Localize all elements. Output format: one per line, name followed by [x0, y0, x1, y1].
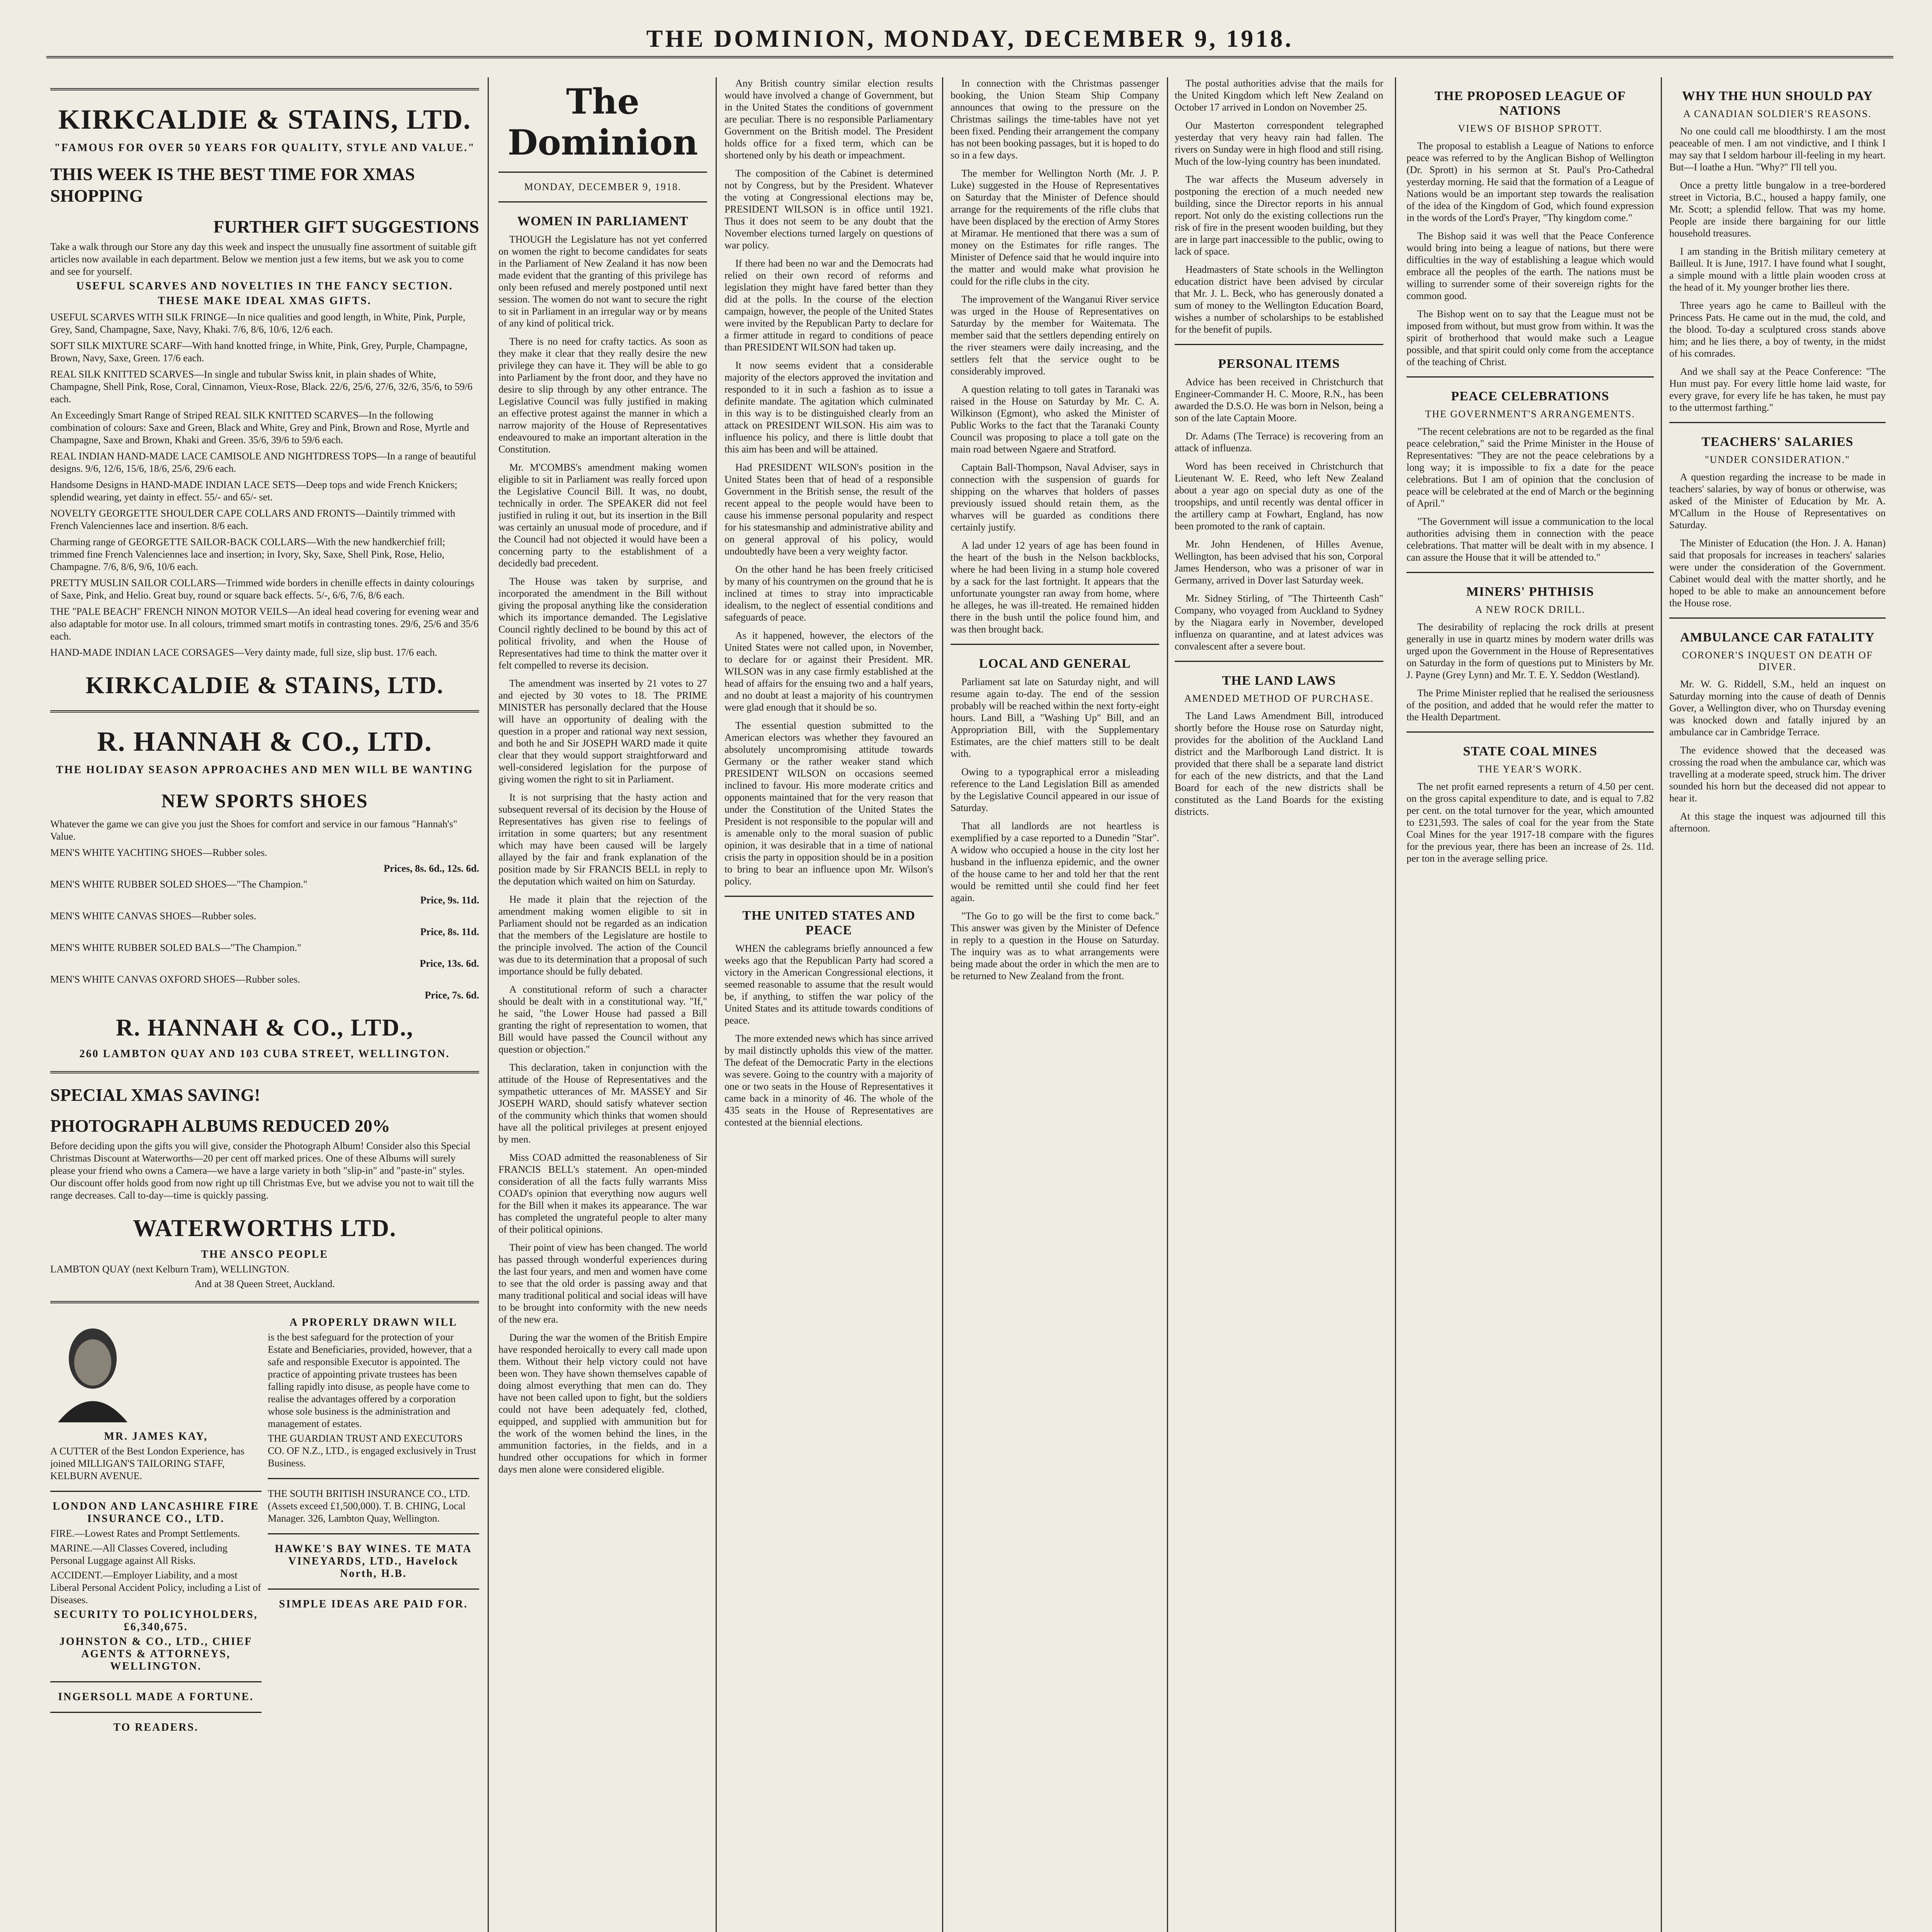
ad-item: HAND-MADE INDIAN LACE CORSAGES—Very dainty made, full size, slip bust. 17/6 each.	[50, 647, 437, 658]
ad-item: REAL SILK KNITTED SCARVES—In single and tubular Swiss knit, in plain shades of White, Champagne, Shell Pink, Rose, Coral, Cinnamon, Vieux-Rose, Black. 22/6, 25/6, 27/6, 32/6, 35/6, to 59/6 each.	[50, 369, 473, 405]
divider	[50, 1491, 262, 1492]
article-paragraph: Mr. Sidney Stirling, of "The Thirteenth Cash" Company, who voyaged from Auckland to Sydney by the Niagara early in November, developed influenza on quarantine, and at latest advices was convalescent after a severe bout.	[1175, 593, 1383, 652]
article-column-6	[1406, 77, 1654, 1932]
article-paragraph: Captain Ball-Thompson, Naval Adviser, says in connection with the suspension of guards for shipping on the wharves that holders of passes previously issued should retain them, as the wharves will be guarded as conditions there certainly justify.	[951, 462, 1159, 533]
teachers-salaries-subheading: "UNDER CONSIDERATION."	[1705, 454, 1850, 465]
simple-ideas-heading: SIMPLE IDEAS ARE PAID FOR.	[279, 1598, 468, 1610]
running-head	[46, 21, 1893, 58]
ad-item: Charming range of GEORGETTE SAILOR-BACK COLLARS—With the new handkerchief frill; trimmed fine French Valenciennes lace and insertion; in Ivory, Sky, Saxe, Shell Pink, Rose, Helio, Champagne. 7/6, 8/6, 9/6, 10/6 each.	[50, 536, 446, 572]
security-line: SECURITY TO POLICYHOLDERS, £6,340,675.	[54, 1609, 258, 1633]
hannah-address: 260 LAMBTON QUAY AND 103 CUBA STREET, WELLINGTON.	[79, 1048, 450, 1060]
shoe-item: MEN'S WHITE RUBBER SOLED SHOES—"The Champion."	[50, 879, 308, 890]
divider	[1406, 376, 1654, 378]
fire-line: FIRE.—Lowest Rates and Prompt Settlements.	[50, 1528, 240, 1539]
article-paragraph: Any British country similar election results would have involved a change of Government, but in the United States the conditions of government are peculiar. There is no responsible Parliamentary Government on the British model. The President holds office for a fixed term, which can be shortened only by his death or impeachment.	[724, 78, 933, 161]
divider	[50, 1071, 479, 1073]
hannah-text: Whatever the game we can give you just the Shoes for comfort and service in our famous "Hannah's" Value.	[50, 818, 457, 842]
ad-item: SOFT SILK MIXTURE SCARF—With hand knotted fringe, in White, Pink, Grey, Purple, Champagne, Brown, Navy, Saxe, Green. 17/6 each.	[50, 340, 468, 364]
divider	[1175, 661, 1383, 662]
article-paragraph: In connection with the Christmas passenger booking, the Union Steam Ship Company announces that owing to the pressure on the Christmas sailings the time-tables have not yet been fixed. Pending their arrangement the company has not been booking passages, but it is hoped to do so in a few days.	[951, 78, 1159, 161]
article-column-4	[951, 77, 1159, 1932]
hun-pay-heading: WHY THE HUN SHOULD PAY	[1682, 89, 1873, 103]
article-paragraph: The Prime Minister replied that he realised the seriousness of the position, and added that he would refer the matter to the Health Department.	[1406, 687, 1654, 723]
article-paragraph: The House was taken by surprise, and incorporated the amendment in the Bill without giving the proposal anything like the consideration which its importance demanded. The Legislative Council rightly declined to be bound by this act of political frivolity, and when the House of Representatives had time to think the matter over it felt compelled to reverse its decision.	[498, 576, 707, 671]
shoe-item: MEN'S WHITE RUBBER SOLED BALS—"The Champion."	[50, 942, 301, 953]
divider	[1669, 617, 1886, 619]
personal-items-heading: PERSONAL ITEMS	[1218, 357, 1340, 371]
land-laws-subheading: AMENDED METHOD OF PURCHASE.	[1184, 693, 1374, 704]
portrait-illustration	[50, 1322, 135, 1422]
divider	[1406, 731, 1654, 733]
article-paragraph: The Bishop said it was well that the Peace Conference would bring into being a league of nations, but there were difficulties in the way of establishing a league which would embrace all the peoples of the earth. The nations must be willing to surrender some of their sovereign rights for the common good.	[1406, 230, 1654, 301]
article-column-7	[1669, 77, 1886, 1932]
article-column-3	[724, 77, 933, 1932]
shoe-price: Price, 8s. 11d.	[420, 926, 479, 937]
land-laws-heading: THE LAND LAWS	[1222, 673, 1336, 688]
article-paragraph: A question relating to toll gates in Taranaki was raised in the House on Saturday by Mr. C. A. Wilkinson (Egmont), who asked the Minister of Public Works to the fact that the Taranaki County Council was proposing to place a toll gate on the main road between Ngaere and Stratford.	[951, 384, 1159, 455]
article-paragraph: The more extended news which has since arrived by mail distinctly upholds this view of the matter. The defeat of the Democratic Party in the elections was severe. Going to the country with a majority of one or two seats in the House of Representatives it came back in a minority of 46. The whole of the 435 seats in the House of Representatives are contested at the biennial elections.	[724, 1033, 933, 1128]
divider	[50, 1681, 262, 1682]
divider	[1406, 572, 1654, 573]
article-paragraph: If there had been no war and the Democrats had relied on their own record of reforms and legislation they might have fared better than they did at the polls. In the course of the election campaign, however, the people of the United States were invited by the Republican Party to declare for a firmer attitude in regard to conditions of peace than PRESIDENT WILSON had taken up.	[724, 258, 933, 353]
article-column-5	[1175, 77, 1383, 1932]
article-paragraph: The improvement of the Wanganui River service was urged in the House of Representatives on Saturday by the member for Waitemata. The member said that the settlers depending entirely on the river steamers were daily increasing, and the settlers felt that the service ought to be considerably improved.	[951, 294, 1159, 377]
article-paragraph: The amendment was inserted by 21 votes to 27 and ejected by 30 votes to 18. The PRIME MINISTER has personally declared that the House will have an opportunity of dealing with the question in a proper and rational way next session, and both he and Sir JOSEPH WARD made it quite clear that they would support straightforward and well-considered legislation for the purpose of giving women the right to sit in Parliament.	[498, 678, 707, 785]
accident-line: ACCIDENT.—Employer Liability, and a most Liberal Personal Accident Policy, including a List of Diseases.	[50, 1570, 261, 1605]
article-paragraph: It is not surprising that the hasty action and subsequent reversal of its decision by the House of Representatives has given rise to feelings of irritation in some quarters; but any resentment which may have been caused will be largely allayed by the fair and frank explanation of the position made by Sir FRANCIS BELL in reply to the deputation which waited on him on Saturday.	[498, 792, 707, 887]
article-paragraph: The desirability of replacing the rock drills at present generally in use in quartz mines by modern water drills was urged upon the Government in the House of Representatives on Saturday in the form of questions put to Ministers by Mr. J. Payne (Grey Lynn) and Mr. T. E. Y. Seddon (Westland).	[1406, 621, 1654, 680]
ad-item: USEFUL SCARVES WITH SILK FRINGE—In nice qualities and good length, in White, Pink, Purple, Grey, Sand, Champagne, Saxe, Navy, Khaki. 7/6, 8/6, 10/6, 12/6 each.	[50, 311, 466, 335]
special-saving-heading: SPECIAL XMAS SAVING!	[50, 1085, 260, 1105]
ad-item: Handsome Designs in HAND-MADE INDIAN LACE SETS—Deep tops and wide French Knickers; splendid wearing, yet dainty in effect. 55/- and 65/- set.	[50, 479, 457, 503]
miners-phthisis-heading: MINERS' PHTHISIS	[1466, 585, 1594, 599]
article-paragraph: A lad under 12 years of age has been found in the heart of the bush in the Nelson backblocks, where he had been living in a stump hole covered by a sack for the last fortnight. It appears that the unfortunate youngster ran away from home, where he alleges, he was ill-treated. He remained hidden there in the bush until the police found him, and was then brought back.	[951, 540, 1159, 635]
ambulance-fatality-heading: AMBULANCE CAR FATALITY	[1680, 630, 1875, 645]
miners-phthisis-subheading: A NEW ROCK DRILL.	[1475, 604, 1585, 615]
ad-item: THE "PALE BEACH" FRENCH NINON MOTOR VEILS—An ideal head covering for evening wear and also adaptable for motor use. In all colours, trimmed smart motifs in contrasting tones. 29/6, 25/6 and 35/6 each.	[50, 606, 479, 642]
divider	[50, 710, 479, 713]
xmas-shopping-heading: THIS WEEK IS THE BEST TIME FOR XMAS SHOPPING	[50, 164, 415, 206]
kirkcaldie-tagline: "FAMOUS FOR OVER 50 YEARS FOR QUALITY, STYLE AND VALUE."	[54, 142, 475, 154]
lower-ads	[50, 1314, 479, 1736]
article-paragraph: Headmasters of State schools in the Wellington education district have been advised by circular that Mr. J. L. Beck, who has generously donated a sum of money to the Wellington Education Board, wishes a number of scholarships to be established for the benefit of pupils.	[1175, 264, 1383, 335]
shoe-price: Price, 13s. 6d.	[420, 958, 479, 969]
gift-suggestions-heading: FURTHER GIFT SUGGESTIONS	[213, 217, 479, 236]
lower-ads-left	[50, 1314, 262, 1736]
article-paragraph: During the war the women of the British Empire have responded heroically to every call made upon them. Without their help victory could not have been won. They have shown themselves capable of doing almost everything that men can do. They have not been called upon to fight, but the soldiers could not have been adequately fed, clothed, equipped, and supplied with ammunition but for the work of the women behind the lines, in the ammunition factories, in the fields, and in a hundred other occupations for which in former days men alone were considered eligible.	[498, 1332, 707, 1475]
divider	[498, 172, 707, 173]
shoe-price: Price, 9s. 11d.	[420, 895, 479, 906]
peace-celebrations-subheading: THE GOVERNMENT'S ARRANGEMENTS.	[1425, 408, 1635, 420]
sports-shoes-heading: NEW SPORTS SHOES	[161, 790, 368, 811]
article-paragraph: On the other hand he has been freely criticised by many of his countrymen on the ground that he is inclined at times to stray into impracticable idealism, to the neglect of essential conditions and safeguards of peace.	[724, 564, 933, 623]
article-paragraph: Advice has been received in Christchurch that Engineer-Commander H. C. Moore, R.N., has been awarded the D.S.O. He was born in Nelson, being a son of the late Captain Moore.	[1175, 376, 1383, 423]
article-paragraph: THOUGH the Legislature has not yet conferred on women the right to become candidates for seats in the Parliament of New Zealand it has now been made evident that the granting of this privilege has only been refused and merely postponed until next session. The women do not want to secure the right to sit in Parliament in an irregular way or by means of any kind of political trick.	[498, 234, 707, 329]
column-rule	[488, 77, 489, 1932]
ad-item: REAL INDIAN HAND-MADE LACE CAMISOLE AND NIGHTDRESS TOPS—In a range of beautiful designs. 9/6, 12/6, 15/6, 18/6, 25/6, 29/6 each.	[50, 451, 476, 474]
south-british-text: THE SOUTH BRITISH INSURANCE CO., LTD. (Assets exceed £1,500,000). T. B. CHING, Local Manager. 326, Lambton Quay, Wellington.	[268, 1488, 470, 1524]
editorial-column	[498, 77, 707, 1932]
guardian-text: THE GUARDIAN TRUST AND EXECUTORS CO. OF N.Z., LTD., is engaged exclusively in Trust Business.	[268, 1433, 476, 1469]
ansco-line: THE ANSCO PEOPLE	[201, 1248, 328, 1260]
divider	[498, 201, 707, 202]
article-paragraph: Had PRESIDENT WILSON's position in the United States been that of head of a responsible Government in the British sense, the result of the recent appeal to the people would have been to cause his immense personal popularity and respect for his statesmanship and administrative ability and on general approval of his policy, would undoubtedly have been a very weighty factor.	[724, 462, 933, 557]
ad-item: NOVELTY GEORGETTE SHOULDER CAPE COLLARS AND FRONTS—Daintily trimmed with French Valenciennes lace and insertion. 8/6 each.	[50, 508, 456, 531]
divider	[268, 1588, 479, 1590]
article-paragraph: This declaration, taken in conjunction with the attitude of the House of Representatives and the sympathetic utterances of Mr. MASSEY and Sir JOSEPH WARD, should satisfy whatever section of the community which thinks that women should have all the political privileges at present enjoyed by men.	[498, 1062, 707, 1145]
divider	[951, 644, 1159, 645]
state-coal-heading: STATE COAL MINES	[1463, 744, 1597, 759]
editorial-date: MONDAY, DECEMBER 9, 1918.	[524, 181, 682, 192]
hawkes-bay-text: HAWKE'S BAY WINES. TE MATA VINEYARDS, LTD., Havelock North, H.B.	[275, 1543, 472, 1580]
article-paragraph: Three years ago he came to Bailleul with the Princess Pats. He came out in the mud, the cold, and the blood. To-day a sculptured cross stands above him; and he lies there, a boy of twenty, in the midst of his comrades.	[1669, 300, 1886, 359]
article-paragraph: As it happened, however, the electors of the United States were not called upon, in November, to declare for or against their President. MR. WILSON was in any case firmly established at the head of affairs for the ensuing two and a half years, and no doubt at least a majority of his countrymen were glad enough that it should be so.	[724, 630, 933, 713]
article-paragraph: "The recent celebrations are not to be regarded as the final peace celebration," said the Prime Minister in the House of Representatives: "They are not the peace celebrations by a long way; it is impossible to fix a date for the peace celebrations. But I am of opinion that the conclusion of peace will be celebrated at the end of March or the beginning of April."	[1406, 426, 1654, 509]
article-paragraph: A question regarding the increase to be made in teachers' salaries, by way of bonus or otherwise, was asked of the Minister of Education by Mr. A. M'Callum in the House of Representatives on Saturday.	[1669, 471, 1886, 531]
ingersoll-heading: INGERSOLL MADE A FORTUNE.	[58, 1691, 254, 1703]
kirkcaldie-footer: KIRKCALDIE & STAINS, LTD.	[85, 672, 444, 699]
article-paragraph: It now seems evident that a considerable majority of the electors approved the invitation and responded to it in such a fashion as to issue a definite mandate. The agitation which culminated in this way is to be distinguished clearly from an attack on PRESIDENT WILSON. His aim was to influence his policy, and there is little doubt that this aim has been and will be attained.	[724, 360, 933, 455]
editorial-heading: WOMEN IN PARLIAMENT	[517, 214, 689, 228]
shoe-item: MEN'S WHITE YACHTING SHOES—Rubber soles.	[50, 847, 267, 858]
league-nations-heading: THE PROPOSED LEAGUE OF NATIONS	[1434, 89, 1626, 118]
divider	[50, 1301, 479, 1303]
column-rule	[1395, 77, 1396, 1932]
article-paragraph: The Land Laws Amendment Bill, introduced shortly before the House rose on Saturday night, provides for the abolition of the Auckland Land district and the Marlborough Land district. It is provided that there shall be a separate land district for each of the new districts, and that the Land Board for each of the new districts shall be constituted as the Land Boards for the existing districts.	[1175, 710, 1383, 817]
divider	[724, 896, 933, 897]
ad-item: PRETTY MUSLIN SAILOR COLLARS—Trimmed wide borders in chenille effects in dainty colourings of Saxe, Pink, and Helio. Great buy, round or square back effects. 5/-, 6/6, 7/6, 8/6 each.	[50, 577, 474, 601]
column-rule	[716, 77, 717, 1932]
divider	[268, 1478, 479, 1479]
hannah-approach: THE HOLIDAY SEASON APPROACHES AND MEN WILL BE WANTING	[56, 764, 474, 776]
article-paragraph: The net profit earned represents a return of 4.50 per cent. on the gross capital expenditure to date, and is equal to 7.82 per cent. on the total turnover for the year, which amounted to £231,593. The sales of coal for the year from the State Coal Mines for the year 1917-18 compare with the figures for the previous year, there has been an increase of 2s. 11d. per ton in the average selling price.	[1406, 781, 1654, 864]
peace-celebrations-heading: PEACE CELEBRATIONS	[1451, 389, 1609, 403]
albums-heading: PHOTOGRAPH ALBUMS REDUCED 20%	[50, 1116, 390, 1136]
ambulance-fatality-subheading: CORONER'S INQUEST ON DEATH OF DIVER.	[1682, 650, 1873, 672]
johnston-line: JOHNSTON & CO., LTD., CHIEF AGENTS & ATTORNEYS, WELLINGTON.	[59, 1636, 253, 1672]
article-paragraph: The proposal to establish a League of Nations to enforce peace was referred to by the Anglican Bishop of Wellington (Dr. Sprott) in his sermon at St. Paul's Pro-Cathedral yesterday morning. He said that the formation of a League of Nations would be an important step towards the realisation of the idea of the Kingdom of God, which found expression in the words of the Lord's Prayer, "Thy kingdom come."	[1406, 140, 1654, 223]
article-paragraph: The member for Wellington North (Mr. J. P. Luke) suggested in the House of Representatives on Saturday that the Minister of Defence should arrange for the requirements of the rifle clubs that have been displaced by the erection of Army Stores at Miramar. He mentioned that there was a sum of money on the Estimates for rifle ranges. The Minister of Defence said that he would inquire into the matter and would make what provision he could for the rifle clubs in the city.	[951, 168, 1159, 287]
article-paragraph: He made it plain that the rejection of the amendment making women eligible to sit in Parliament should not be regarded as an indication that the members of the Legislature are hostile to the principle involved. The action of the Council was due to its determination that a proposal of such importance should be fully debated.	[498, 894, 707, 977]
column-rule	[1661, 77, 1662, 1932]
column-rule	[942, 77, 943, 1932]
article-paragraph: The composition of the Cabinet is determined not by Congress, but by the President. Whatever the voting at Congressional elections may be, PRESIDENT WILSON is in office until 1921. Thus it does not seem to be any doubt that the November elections turned largely on questions of war policy.	[724, 168, 933, 251]
article-paragraph: Once a pretty little bungalow in a tree-bordered street in Victoria, B.C., housed a happy family, one Mr. Scott; a splendid fellow. That was my home. People are inside there bargaining for our little household treasures.	[1669, 180, 1886, 239]
article-paragraph: WHEN the cablegrams briefly announced a few weeks ago that the Republican Party had scored a victory in the American Congressional elections, it seemed reasonable to assume that the result would be, if anything, to stiffen the war policy of the United States and its attitude towards conditions of peace.	[724, 943, 933, 1026]
albums-text: Before deciding upon the gifts you will give, consider the Photograph Album! Consider also this Special Christmas Discount at Waterworths—20 per cent off marked prices. One of these Albums will surely please your friend who owns a Camera—we have a large variety in both "slip-in" and "paste-in" styles. Our discount offer holds good from now right up till Christmas Eve, but we advise you not to wait till the range decreases. Call to-day—time is quickly passing.	[50, 1140, 474, 1201]
shoe-item: MEN'S WHITE CANVAS OXFORD SHOES—Rubber soles.	[50, 974, 300, 985]
article-paragraph: Miss COAD admitted the reasonableness of Sir FRANCIS BELL's statement. An open-minded consideration of all the facts fully warrants Miss COAD's opinion that everything now augurs well for the Bill when it makes its appearance. The war has completed the ungrateful people to alter many of their political opinions.	[498, 1152, 707, 1235]
shoe-price: Price, 7s. 6d.	[425, 990, 479, 1001]
article-paragraph: There is no need for crafty tactics. As soon as they make it clear that they really desire the new privilege they can have it. They will be able to go into Parliament by the front door, and they have no desire to slip through by any other entrance. The Legislative Council was fully justified in making an effective protest against the manner in which a narrow majority of the House of Representatives endeavoured to make an important alteration in the Constitution.	[498, 336, 707, 455]
article-paragraph: That all landlords are not heartless is exemplified by a case reported to a Dunedin "Star". A widow who occupied a house in the city lost her husband in the influenza epidemic, and the owner of the house came to her and told her that the rent would be remitted until she could find her feet again.	[951, 820, 1159, 903]
waterworths-auckland: And at 38 Queen Street, Auckland.	[194, 1278, 335, 1289]
article-paragraph: "The Government will issue a communication to the local authorities advising them in connection with the peace celebrations. That matter will be dealt with in my absence. I can assure the House that it will be attended to."	[1406, 516, 1654, 563]
waterworths-title: WATERWORTHS LTD.	[133, 1215, 397, 1242]
shoe-list	[50, 847, 479, 1001]
article-paragraph: "The Go to go will be the first to come back." This answer was given by the Minister of Defence in reply to a question in the House on Saturday. The inquiry was as to what arrangements were being made about the order in which the men are to be returned to New Zealand from the front.	[951, 910, 1159, 981]
kay-name: MR. JAMES KAY,	[104, 1430, 208, 1442]
marine-line: MARINE.—All Classes Covered, including Personal Luggage against All Risks.	[50, 1543, 228, 1566]
kirkcaldie-intro: Take a walk through our Store any day this week and inspect the unusually fine assortment of suitable gift articles now available in each department. Below we mention just a few items, but we ask you to come and see for yourself.	[50, 241, 476, 277]
article-paragraph: Parliament sat late on Saturday night, and will resume again to-day. The end of the session probably will be reached within the next forty-eight hours. Land Bill, a "Washing Up" Bill, and an Appropriation Bill, with the Supplementary Estimates, are the chief matters still to be dealt with.	[951, 676, 1159, 759]
article-paragraph: Our Masterton correspondent telegraphed yesterday that very heavy rain had fallen. The rivers on Sunday were in high flood and still rising. Much of the low-lying country has been inundated.	[1175, 120, 1383, 167]
kirkcaldie-title: KIRKCALDIE & STAINS, LTD.	[58, 104, 471, 135]
will-title: A PROPERLY DRAWN WILL	[289, 1316, 457, 1328]
local-general-heading: LOCAL AND GENERAL	[979, 656, 1131, 671]
ad-item: An Exceedingly Smart Range of Striped REAL SILK KNITTED SCARVES—In the following combination of colours: Saxe and Green, Black and White, Grey and Pink, Brown and Rose, Myrtle and Champagne, Saxe and Brown, Khaki and Green. 35/6, 39/6 to 59/6 each.	[50, 410, 469, 446]
readers-heading: TO READERS.	[113, 1721, 199, 1733]
column-rule	[1167, 77, 1168, 1932]
article-paragraph: The war affects the Museum adversely in postponing the erection of a much needed new building, since the Director reports in his annual report. Not only do the existing collections run the risk of fire in the present wooden building, but they are in large part inaccessible to the public, owing to lack of space.	[1175, 174, 1383, 257]
article-paragraph: Mr. M'COMBS's amendment making women eligible to sit in Parliament was really forced upon the Legislative Council Bill. It was, no doubt, technically in order. The SPEAKER did not feel justified in ruling it out, but its insertion in the Bill was certainly an unusual mode of procedure, and if the Council had not objected it would have been a concerning party to the establishment of a decidedly bad precedent.	[498, 462, 707, 569]
advertisements-column	[50, 77, 479, 1932]
hannah-title: R. HANNAH & CO., LTD.	[97, 726, 432, 757]
article-paragraph: Mr. John Hendenen, of Hilles Avenue, Wellington, has been advised that his son, Corporal James Henderson, who was a prisoner of war in Germany, arrived in Dover last Saturday week.	[1175, 539, 1383, 586]
article-paragraph: The Bishop went on to say that the League must not be imposed from without, but must grow from within. It was the spirit of brotherhood that would make such a League possible, and that spirit could only come from the acceptance of the teaching of Christ.	[1406, 308, 1654, 367]
article-paragraph: Mr. W. G. Riddell, S.M., held an inquest on Saturday morning into the cause of death of Dennis Gover, a Wellington diver, who on Thursday evening was knocked down and fatally injured by an ambulance car in Cambridge Terrace.	[1669, 679, 1886, 738]
article-paragraph: The Minister of Education (the Hon. J. A. Hanan) said that proposals for increases in teachers' salaries were under the consideration of the Government. Cabinet would deal with the matter shortly, and he hoped to be able to make an announcement before the House rose.	[1669, 537, 1886, 609]
article-paragraph: Word has been received in Christchurch that Lieutenant W. E. Reed, who left New Zealand about a year ago on special duty as one of the troopships, and until recently was dental officer in the artillery camp at Fowhart, England, has now been promoted to the rank of captain.	[1175, 461, 1383, 532]
will-text: is the best safeguard for the protection of your Estate and Beneficiaries, provided, however, that a safe and responsible Executor is appointed. The practice of appointing private trustees has been falling rapidly into disuse, as people have come to realise the advantages offered by a corporation whose sole business is the administration and management of estates.	[268, 1332, 472, 1429]
hannah-footer: R. HANNAH & CO., LTD.,	[116, 1015, 414, 1041]
article-paragraph: Their point of view has been changed. The world has passed through wonderful experiences during the last four years, and men and women have come to see that the old order is passing away and that many traditional political and social ideas will have to be brought into conformity with the new needs of the new era.	[498, 1242, 707, 1325]
useful-scarves-heading: USEFUL SCARVES AND NOVELTIES IN THE FANCY SECTION.	[76, 280, 453, 292]
ideal-gifts-heading: THESE MAKE IDEAL XMAS GIFTS.	[158, 295, 372, 307]
article-paragraph: I am standing in the British military cemetery at Bailleul. It is June, 1917. I have found what I sought, a simple mound with a little plain wooden cross at the head of it. My younger brother lies there.	[1669, 246, 1886, 293]
article-paragraph: And we shall say at the Peace Conference: "The Hun must pay. For every little home laid waste, for every grave, for every life he has taken, he must pay to the uttermost farthing."	[1669, 366, 1886, 413]
us-peace-heading: THE UNITED STATES AND PEACE	[742, 908, 915, 937]
shoe-price: Prices, 8s. 6d., 12s. 6d.	[384, 863, 479, 874]
divider	[268, 1533, 479, 1534]
waterworths-address: LAMBTON QUAY (next Kelburn Tram), WELLINGTON.	[50, 1264, 289, 1275]
running-head-text: THE DOMINION, MONDAY, DECEMBER 9, 1918.	[646, 25, 1294, 52]
divider	[50, 88, 479, 90]
article-paragraph: At this stage the inquest was adjourned till this afternoon.	[1669, 811, 1886, 834]
lancashire-title: LONDON AND LANCASHIRE FIRE INSURANCE CO., LTD.	[53, 1500, 259, 1525]
article-paragraph: The essential question submitted to the American electors was whether they favoured an absolutely uncompromising attitude towards Germany or the rather weaker stand which PRESIDENT WILSON on occasions seemed inclined to favour. His more moderate critics and opponents maintained that for the very reason that under the Constitution of the United States the President is not responsible to the popular will and is amenable only to the moral suasion of public opinion, it was desirable that in a time of national crisis the party in opposition should be in a position to bring to bear an influence upon Mr. Wilson's policy.	[724, 720, 933, 887]
state-coal-subheading: THE YEAR'S WORK.	[1478, 764, 1582, 775]
article-paragraph: The postal authorities advise that the mails for the United Kingdom which left New Zealand on October 17 arrived in London on November 25.	[1175, 78, 1383, 113]
hun-pay-subheading: A CANADIAN SOLDIER'S REASONS.	[1683, 108, 1872, 119]
article-paragraph: A constitutional reform of such a character should be dealt with in a constitutional way. "If," he said, "the Lower House had passed a Bill granting the right of representation to women, that Bill would have passed the Council without any question or objection."	[498, 984, 707, 1055]
article-paragraph: No one could call me bloodthirsty. I am the most peaceable of men. I am not vindictive, and I think I may say that I seldom harbour ill-feeling in my heart. But—I loathe a Hun. "Why?" I'll tell you.	[1669, 126, 1886, 173]
article-paragraph: Dr. Adams (The Terrace) is recovering from an attack of influenza.	[1175, 430, 1383, 454]
league-nations-subheading: VIEWS OF BISHOP SPROTT.	[1458, 123, 1602, 134]
shoe-item: MEN'S WHITE CANVAS SHOES—Rubber soles.	[50, 910, 257, 922]
teachers-salaries-heading: TEACHERS' SALARIES	[1701, 435, 1854, 449]
kay-text: A CUTTER of the Best London Experience, has joined MILLIGAN'S TAILORING STAFF, KELBURN AVENUE.	[50, 1446, 245, 1481]
newspaper-logo: The Dominion	[507, 81, 698, 163]
lower-ads-right	[268, 1314, 479, 1736]
article-paragraph: The evidence showed that the deceased was crossing the road when the ambulance car, which was travelling at a moderate speed, struck him. The driver sounded his horn but the deceased did not appear to hear it.	[1669, 745, 1886, 804]
divider	[1175, 344, 1383, 345]
article-paragraph: Owing to a typographical error a misleading reference to the Land Legislation Bill as amended by the Legislative Council appeared in our issue of Saturday.	[951, 766, 1159, 813]
divider	[1669, 422, 1886, 423]
divider	[50, 1712, 262, 1713]
